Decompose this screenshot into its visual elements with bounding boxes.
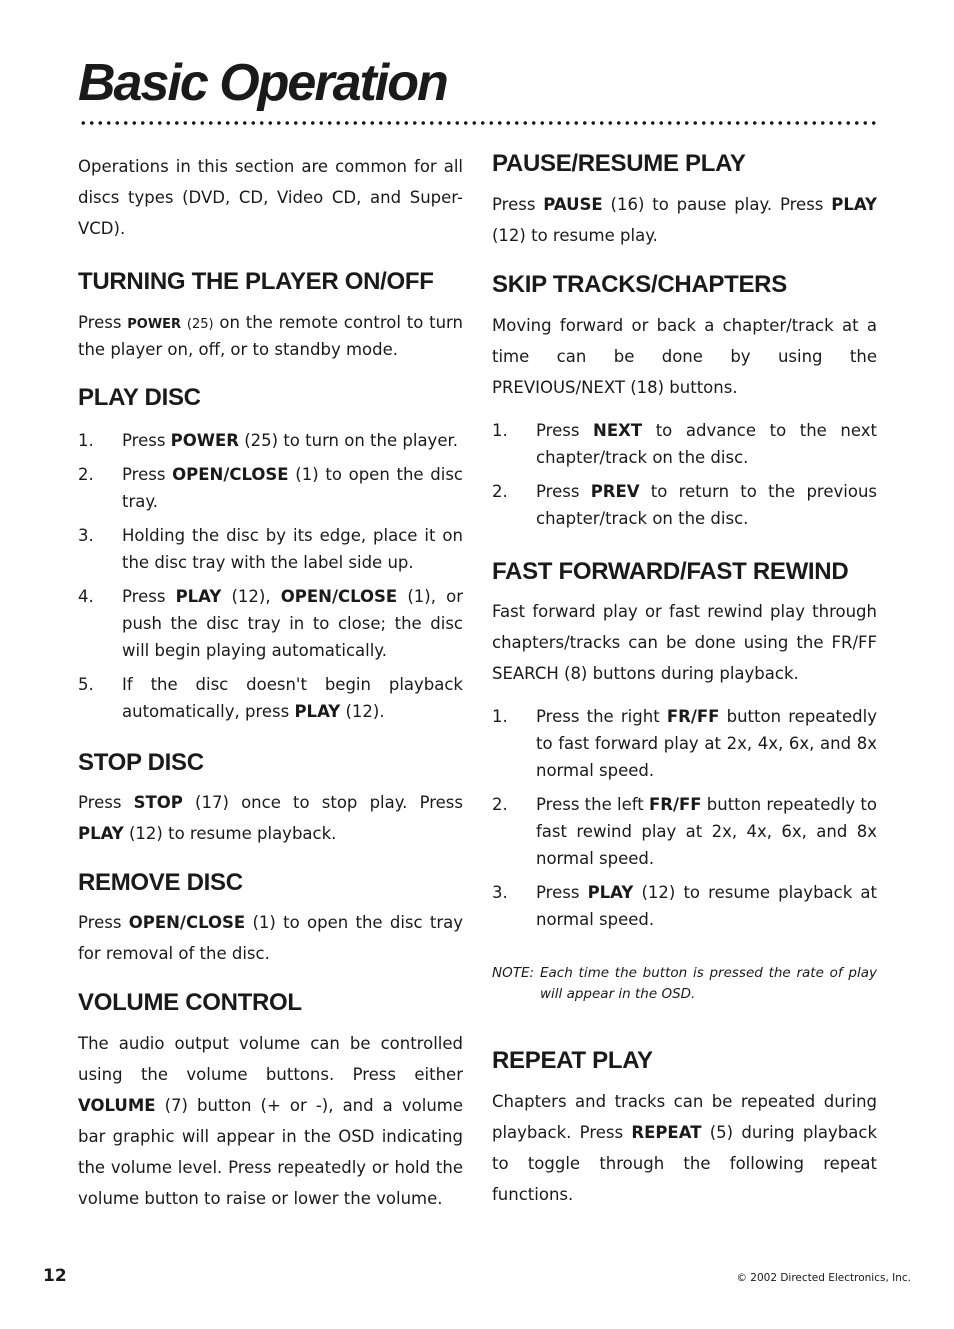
ff-note: NOTE: Each time the button is pressed the rate of play will appear in the OSD. [492, 965, 877, 1003]
page-title: Basic Operation [78, 54, 447, 112]
copyright-notice: © 2002 Directed Electronics, Inc. [736, 1272, 911, 1284]
turning-heading: TURNING THE PLAYER ON/OFF [78, 268, 434, 295]
left-column [78, 150, 463, 1214]
skip-intro: Moving forward or back a chapter/track at a time can be done by using the PREVIOUS/NEXT (18) buttons. [492, 315, 877, 397]
list-item: 5. If the disc doesn't begin playback automatically, press PLAY (12). [78, 674, 463, 721]
dotted-rule [79, 120, 879, 126]
page-number: 12 [43, 1266, 67, 1286]
ff-heading: FAST FORWARD/FAST REWIND [492, 557, 849, 585]
volume-heading: VOLUME CONTROL [78, 989, 302, 1017]
repeat-heading: REPEAT PLAY [492, 1047, 653, 1075]
list-item: 3. Press PLAY (12) to resume playback at normal speed. [492, 883, 877, 930]
power-keyword: POWER [127, 316, 182, 332]
pause-heading: PAUSE/RESUME PLAY [492, 150, 746, 177]
turning-paragraph: Press POWER (25) on the remote control to turn the player on, off, or to standby mode. [78, 312, 464, 359]
play-disc-heading: PLAY DISC [78, 383, 201, 411]
list-item: 3. Holding the disc by its edge, place it on the disc tray with the label side up. [78, 525, 463, 572]
right-column [492, 150, 877, 1210]
list-item: 2. Press OPEN/CLOSE (1) to open the disc tray. [78, 464, 463, 511]
pause-paragraph: Press PAUSE (16) to pause play. Press PLAY (12) to resume play. [492, 194, 877, 245]
stop-disc-paragraph: Press STOP (17) once to stop play. Press PLAY (12) to resume playback. [78, 793, 463, 844]
play-disc-steps [78, 427, 463, 725]
ff-steps [492, 703, 877, 933]
list-item: 2. Press the left FR/FF button repeatedly to fast rewind play at 2x, 4x, 6x, and 8x normal speed. [492, 795, 877, 869]
volume-paragraph: The audio output volume can be controlled using the volume buttons. Press either VOLUME (7) button (+ or -), and a volume bar graphic will appear in the OSD indicating the volume level. Press repeatedly or hold the volume button to raise or lower the volume. [78, 1033, 463, 1208]
intro-paragraph: Operations in this section are common for all discs types (DVD, CD, Video CD, and Super-VCD). [78, 157, 463, 238]
skip-heading: SKIP TRACKS/CHAPTERS [492, 270, 787, 298]
ff-intro: Fast forward play or fast rewind play through chapters/tracks can be done using the FR/FF SEARCH (8) buttons during playback. [492, 602, 877, 684]
remove-disc-heading: REMOVE DISC [78, 869, 243, 897]
repeat-paragraph: Chapters and tracks can be repeated during playback. Press REPEAT (5) during playback to toggle through the following repeat functions. [492, 1092, 878, 1205]
list-item: 4. Press PLAY (12), OPEN/CLOSE (1), or push the disc tray in to close; the disc will begin playing automatically. [78, 586, 463, 660]
skip-steps [492, 417, 877, 532]
list-item: 1. Press NEXT to advance to the next chapter/track on the disc. [492, 420, 877, 467]
list-item: 1. Press the right FR/FF button repeatedly to fast forward play at 2x, 4x, 6x, and 8x normal speed. [492, 707, 877, 781]
stop-disc-heading: STOP DISC [78, 748, 204, 776]
list-item: 1. Press POWER (25) to turn on the player. [78, 430, 458, 450]
remove-disc-paragraph: Press OPEN/CLOSE (1) to open the disc tray for removal of the disc. [78, 913, 463, 964]
list-item: 2. Press PREV to return to the previous chapter/track on the disc. [492, 481, 877, 528]
